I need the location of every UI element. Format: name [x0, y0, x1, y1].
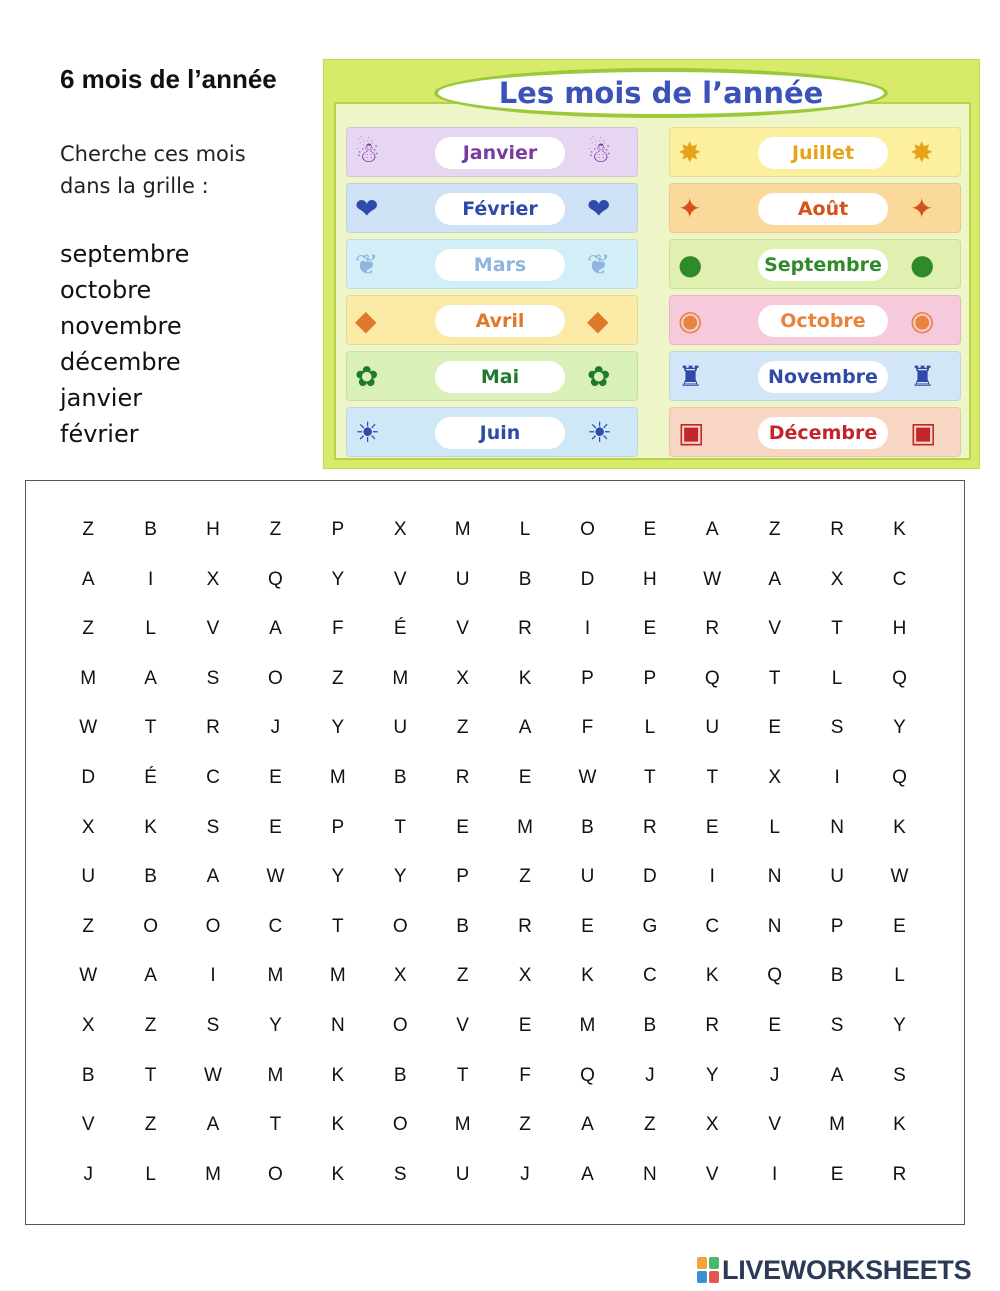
grid-letter[interactable]: B	[581, 816, 594, 838]
grid-letter[interactable]: R	[705, 618, 720, 640]
grid-letter[interactable]: J	[270, 717, 281, 739]
grid-letter[interactable]: Y	[705, 1064, 719, 1086]
logo-mark-icon	[697, 1257, 719, 1283]
grid-letter[interactable]: V	[768, 1114, 782, 1136]
grid-letter[interactable]: É	[144, 766, 157, 788]
grid-letter[interactable]: B	[144, 866, 157, 888]
word-item: novembre	[60, 312, 182, 340]
grid-letter[interactable]: B	[81, 1064, 95, 1086]
month-label: Janvier	[435, 137, 565, 169]
grid-letter[interactable]: J	[83, 1163, 93, 1185]
months-poster	[323, 59, 980, 469]
grid-letter[interactable]: T	[644, 766, 656, 788]
grid-letter[interactable]: T	[144, 1064, 157, 1086]
grid-letter[interactable]: U	[830, 866, 844, 888]
hearts-icon: ❤	[587, 192, 611, 225]
grid-letter[interactable]: P	[830, 915, 844, 937]
grid-letter[interactable]: W	[578, 766, 597, 788]
grid-letter[interactable]: Q	[892, 766, 907, 788]
gift-icon: ▣	[678, 416, 705, 449]
grid-letter[interactable]: Z	[768, 519, 781, 540]
grid-letter[interactable]: Z	[332, 667, 344, 689]
grid-letter[interactable]: M	[579, 1014, 596, 1036]
grid-letter[interactable]: L	[145, 618, 156, 640]
grid-letter[interactable]: K	[581, 965, 594, 987]
grid-letter[interactable]: A	[81, 568, 95, 590]
grid-letter[interactable]: S	[830, 1014, 844, 1036]
grid-letter[interactable]: E	[269, 766, 282, 788]
grid-letter[interactable]: X	[393, 965, 407, 987]
grid-letter[interactable]: A	[581, 1114, 594, 1136]
grid-letter[interactable]: R	[642, 816, 657, 838]
grid-letter[interactable]: M	[454, 519, 471, 540]
grid-letter[interactable]: Q	[767, 965, 783, 987]
scarecrow-icon: ♜	[678, 360, 704, 393]
grid-letter[interactable]: T	[456, 1064, 469, 1086]
grid-letter[interactable]: X	[768, 766, 782, 788]
leaf-icon: ❦	[587, 248, 611, 281]
grid-letter[interactable]: V	[456, 618, 469, 640]
grid-letter[interactable]: F	[519, 1064, 531, 1086]
grid-letter[interactable]: B	[393, 1064, 407, 1086]
grid-letter[interactable]: C	[642, 965, 657, 987]
grid-letter[interactable]: L	[145, 1163, 156, 1185]
grid-letter[interactable]: F	[581, 717, 594, 739]
month-banner	[669, 127, 961, 177]
grid-letter[interactable]: A	[144, 667, 157, 689]
grid-letter[interactable]: G	[642, 915, 658, 937]
month-banner	[346, 127, 638, 177]
grid-letter[interactable]: N	[767, 915, 782, 937]
grid-letter[interactable]: E	[768, 717, 782, 739]
grid-letter[interactable]: F	[332, 618, 344, 640]
grid-letter[interactable]: A	[705, 519, 719, 540]
snowman-icon: ☃	[355, 136, 381, 169]
grid-letter[interactable]: K	[331, 1163, 345, 1185]
month-label: Mai	[435, 361, 565, 393]
grid-letter[interactable]: S	[893, 1064, 906, 1086]
grid-letter[interactable]: Q	[268, 568, 283, 590]
month-banner	[346, 239, 638, 289]
grid-letter[interactable]: V	[81, 1114, 95, 1136]
grid-letter[interactable]: W	[890, 866, 909, 888]
grid-letter[interactable]: Z	[644, 1114, 656, 1136]
grid-letter[interactable]: J	[645, 1064, 655, 1086]
grid-letter[interactable]: E	[893, 915, 906, 937]
word-item: décembre	[60, 348, 181, 376]
grid-letter[interactable]: P	[643, 667, 657, 689]
word-item: janvier	[60, 384, 143, 412]
liveworksheets-logo	[697, 1255, 971, 1285]
grid-letter[interactable]: T	[144, 717, 157, 739]
grid-letter[interactable]: U	[705, 717, 720, 739]
grid-letter[interactable]: T	[394, 816, 407, 838]
grid-letter[interactable]: X	[206, 568, 220, 590]
grid-letter[interactable]: Z	[456, 717, 469, 739]
grid-letter[interactable]: R	[518, 915, 532, 937]
grid-letter[interactable]: O	[205, 915, 221, 937]
grid-letter[interactable]: S	[206, 1014, 220, 1036]
apple-icon: ●	[678, 248, 703, 281]
grid-letter[interactable]: B	[830, 965, 844, 987]
grid-letter[interactable]: T	[269, 1114, 282, 1136]
grid-letter[interactable]: P	[331, 816, 345, 838]
grid-letter[interactable]: K	[331, 1064, 345, 1086]
poster-title: Les mois de l’année	[434, 68, 888, 118]
grid-letter[interactable]: M	[517, 816, 533, 838]
grid-letter[interactable]: D	[642, 866, 657, 888]
grid-letter[interactable]: C	[705, 915, 720, 937]
grid-letter[interactable]: P	[331, 519, 345, 540]
month-label: Avril	[435, 305, 565, 337]
word-search-grid	[57, 505, 931, 1199]
grid-letter[interactable]: R	[518, 618, 532, 640]
grid-letter[interactable]: A	[206, 866, 220, 888]
grid-letter[interactable]: W	[703, 568, 722, 590]
grid-letter[interactable]: V	[768, 618, 782, 640]
hearts-icon: ❤	[355, 192, 379, 225]
grid-letter[interactable]: X	[830, 568, 844, 590]
grid-letter[interactable]: I	[834, 766, 840, 788]
grid-letter[interactable]: I	[147, 568, 154, 590]
grid-letter[interactable]: B	[456, 915, 469, 937]
grid-letter[interactable]: M	[329, 965, 346, 987]
grid-letter[interactable]: K	[893, 1114, 906, 1136]
grid-letter[interactable]: X	[81, 816, 95, 838]
grid-letter[interactable]: M	[267, 965, 284, 987]
grid-letter[interactable]: Y	[331, 866, 345, 888]
grid-letter[interactable]: A	[581, 1163, 594, 1185]
grid-letter[interactable]: U	[393, 717, 408, 739]
grid-letter[interactable]: E	[643, 519, 657, 540]
pumpkin-icon: ◉	[910, 304, 935, 337]
grid-letter[interactable]: K	[144, 816, 157, 838]
leaf-icon: ❦	[355, 248, 379, 281]
grid-letter[interactable]: Y	[893, 717, 906, 739]
grid-letter[interactable]: P	[581, 667, 594, 689]
grid-letter[interactable]: M	[205, 1163, 221, 1185]
grid-letter[interactable]: Y	[331, 568, 345, 590]
daisy-icon: ✿	[587, 360, 611, 393]
grid-letter[interactable]: S	[830, 717, 844, 739]
grid-letter[interactable]: S	[206, 816, 220, 838]
pumpkin-icon: ◉	[678, 304, 703, 337]
grid-letter[interactable]: V	[206, 618, 220, 640]
grid-letter[interactable]: Z	[82, 618, 94, 640]
grid-letter[interactable]: K	[705, 965, 719, 987]
grid-letter[interactable]: Z	[456, 965, 469, 987]
bee-icon: ✦	[678, 192, 702, 225]
grid-letter[interactable]: E	[768, 1014, 782, 1036]
grid-letter[interactable]: W	[79, 965, 98, 987]
grid-letter[interactable]: A	[768, 568, 782, 590]
grid-letter[interactable]: W	[266, 866, 285, 888]
grid-letter[interactable]: T	[768, 667, 781, 689]
grid-letter[interactable]: O	[392, 1114, 408, 1136]
grid-letter[interactable]: V	[456, 1014, 469, 1036]
grid-letter[interactable]: A	[518, 717, 532, 739]
month-label: Juillet	[758, 137, 888, 169]
word-list	[60, 236, 189, 452]
grid-letter[interactable]: Z	[269, 519, 282, 540]
grid-letter[interactable]: H	[642, 568, 657, 590]
grid-letter[interactable]: A	[269, 618, 282, 640]
grid-letter[interactable]: Z	[144, 1114, 157, 1136]
grid-letter[interactable]: Z	[519, 866, 531, 888]
scarecrow-icon: ♜	[910, 360, 936, 393]
grid-letter[interactable]: X	[81, 1014, 95, 1036]
month-banner	[669, 295, 961, 345]
grid-letter[interactable]: R	[830, 519, 844, 540]
grid-letter[interactable]: M	[267, 1064, 284, 1086]
grid-letter[interactable]: Y	[893, 1014, 906, 1036]
grid-letter[interactable]: O	[268, 667, 283, 689]
grid-letter[interactable]: Y	[393, 866, 407, 888]
month-banner	[669, 407, 961, 457]
grid-letter[interactable]: K	[518, 667, 532, 689]
grid-letter[interactable]: S	[393, 1163, 407, 1185]
grid-letter[interactable]: A	[144, 965, 157, 987]
month-banner	[346, 295, 638, 345]
month-banner	[346, 407, 638, 457]
grid-letter[interactable]: D	[81, 766, 96, 788]
apple-icon: ●	[910, 248, 935, 281]
grid-letter[interactable]: L	[644, 717, 656, 739]
grid-letter[interactable]: L	[831, 667, 843, 689]
instructions	[60, 138, 246, 202]
grid-letter[interactable]: M	[329, 766, 346, 788]
month-banner	[346, 351, 638, 401]
grid-letter[interactable]: E	[581, 915, 594, 937]
grid-letter[interactable]: M	[454, 1114, 471, 1136]
grid-letter[interactable]: M	[392, 667, 409, 689]
snowman-icon: ☃	[587, 136, 613, 169]
sun-icon: ☀	[587, 416, 613, 449]
month-label: Juin	[435, 417, 565, 449]
grid-letter[interactable]: K	[893, 519, 906, 540]
grid-letter[interactable]: U	[455, 1163, 470, 1185]
grid-letter[interactable]: J	[769, 1064, 780, 1086]
grid-letter[interactable]: É	[393, 618, 407, 640]
grid-letter[interactable]: N	[642, 1163, 657, 1185]
grid-letter[interactable]: Q	[892, 667, 907, 689]
gift-icon: ▣	[910, 416, 937, 449]
grid-letter[interactable]: E	[705, 816, 719, 838]
word-item: février	[60, 420, 139, 448]
grid-letter[interactable]: K	[331, 1114, 345, 1136]
grid-letter[interactable]: P	[456, 866, 469, 888]
month-label: Février	[435, 193, 565, 225]
grid-letter[interactable]: Z	[519, 1114, 531, 1136]
grid-letter[interactable]: W	[204, 1064, 222, 1086]
grid-letter[interactable]: N	[830, 816, 844, 838]
grid-letter[interactable]: Y	[269, 1014, 282, 1036]
grid-letter[interactable]: A	[206, 1114, 220, 1136]
grid-letter[interactable]: L	[894, 965, 905, 987]
grid-letter[interactable]: I	[584, 618, 591, 640]
word-item: septembre	[60, 240, 190, 268]
instruction-line: Cherche ces mois	[60, 142, 246, 166]
grid-letter[interactable]: A	[830, 1064, 844, 1086]
month-banner	[669, 239, 961, 289]
grid-letter[interactable]: V	[705, 1163, 719, 1185]
grid-letter[interactable]: R	[705, 1014, 720, 1036]
crab-icon: ✸	[678, 136, 702, 169]
crab-icon: ✸	[910, 136, 934, 169]
grid-letter[interactable]: R	[892, 1163, 907, 1185]
grid-letter[interactable]: Z	[82, 915, 94, 937]
page-title: 6 mois de l’année	[60, 64, 277, 94]
grid-letter[interactable]: H	[206, 519, 220, 540]
month-label: Septembre	[758, 249, 888, 281]
grid-letter[interactable]: H	[892, 618, 907, 640]
month-banner	[669, 183, 961, 233]
grid-letter[interactable]: N	[330, 1014, 345, 1036]
grid-letter[interactable]: B	[144, 519, 157, 540]
grid-letter[interactable]: X	[518, 965, 532, 987]
grid-letter[interactable]: M	[80, 667, 97, 689]
grid-letter[interactable]: D	[580, 568, 595, 590]
grid-letter[interactable]: B	[643, 1014, 657, 1036]
grid-letter[interactable]: M	[829, 1114, 845, 1136]
grid-letter[interactable]: U	[455, 568, 470, 590]
month-label: Décembre	[758, 417, 888, 449]
grid-letter[interactable]: R	[206, 717, 220, 739]
grid-letter[interactable]: K	[893, 816, 906, 838]
word-item: octobre	[60, 276, 152, 304]
month-banner	[669, 351, 961, 401]
grid-letter[interactable]: U	[81, 866, 96, 888]
grid-letter[interactable]: C	[892, 568, 907, 590]
fish-icon: ◆	[355, 304, 377, 337]
month-label: Novembre	[758, 361, 888, 393]
grid-letter[interactable]: T	[831, 618, 843, 640]
grid-letter[interactable]: C	[206, 766, 220, 788]
month-label: Mars	[435, 249, 565, 281]
grid-letter[interactable]: O	[392, 915, 408, 937]
grid-letter[interactable]: O	[580, 519, 595, 540]
grid-letter[interactable]: E	[269, 816, 282, 838]
grid-letter[interactable]: I	[772, 1163, 778, 1185]
grid-letter[interactable]: W	[79, 717, 98, 739]
grid-letter[interactable]: Y	[331, 717, 345, 739]
grid-letter[interactable]: Z	[82, 519, 94, 540]
bee-icon: ✦	[910, 192, 934, 225]
grid-letter[interactable]: O	[143, 915, 158, 937]
grid-letter[interactable]: R	[455, 766, 470, 788]
grid-letter[interactable]: B	[393, 766, 407, 788]
grid-letter[interactable]: U	[580, 866, 595, 888]
sun-icon: ☀	[355, 416, 381, 449]
grid-letter[interactable]: I	[709, 866, 715, 888]
grid-letter[interactable]: Z	[144, 1014, 157, 1036]
grid-letter[interactable]: Q	[580, 1064, 595, 1086]
grid-letter[interactable]: J	[520, 1163, 530, 1185]
grid-letter[interactable]: S	[206, 667, 220, 689]
grid-letter[interactable]: C	[268, 915, 283, 937]
daisy-icon: ✿	[355, 360, 379, 393]
fish-icon: ◆	[587, 304, 609, 337]
grid-letter[interactable]: O	[392, 1014, 408, 1036]
grid-letter[interactable]: X	[456, 667, 469, 689]
grid-letter[interactable]: V	[393, 568, 407, 590]
grid-letter[interactable]: N	[767, 866, 782, 888]
month-label: Octobre	[758, 305, 888, 337]
grid-letter[interactable]: I	[210, 965, 216, 987]
grid-letter[interactable]: E	[830, 1163, 844, 1185]
grid-letter[interactable]: O	[268, 1163, 283, 1185]
grid-letter[interactable]: E	[518, 1014, 532, 1036]
logo-text: LIVEWORKSHEETS	[722, 1254, 972, 1285]
grid-letter[interactable]: E	[456, 816, 469, 838]
month-label: Août	[758, 193, 888, 225]
grid-letter[interactable]: L	[519, 519, 531, 540]
grid-letter[interactable]: T	[706, 766, 719, 788]
grid-letter[interactable]: X	[705, 1114, 719, 1136]
grid-letter[interactable]: E	[518, 766, 532, 788]
month-banner	[346, 183, 638, 233]
grid-letter[interactable]: E	[643, 618, 657, 640]
grid-letter[interactable]: X	[393, 519, 407, 540]
grid-letter[interactable]: B	[518, 568, 532, 590]
instruction-line: dans la grille :	[60, 174, 209, 198]
grid-letter[interactable]: Q	[704, 667, 720, 689]
grid-letter[interactable]: L	[769, 816, 780, 838]
grid-letter[interactable]: T	[332, 915, 344, 937]
